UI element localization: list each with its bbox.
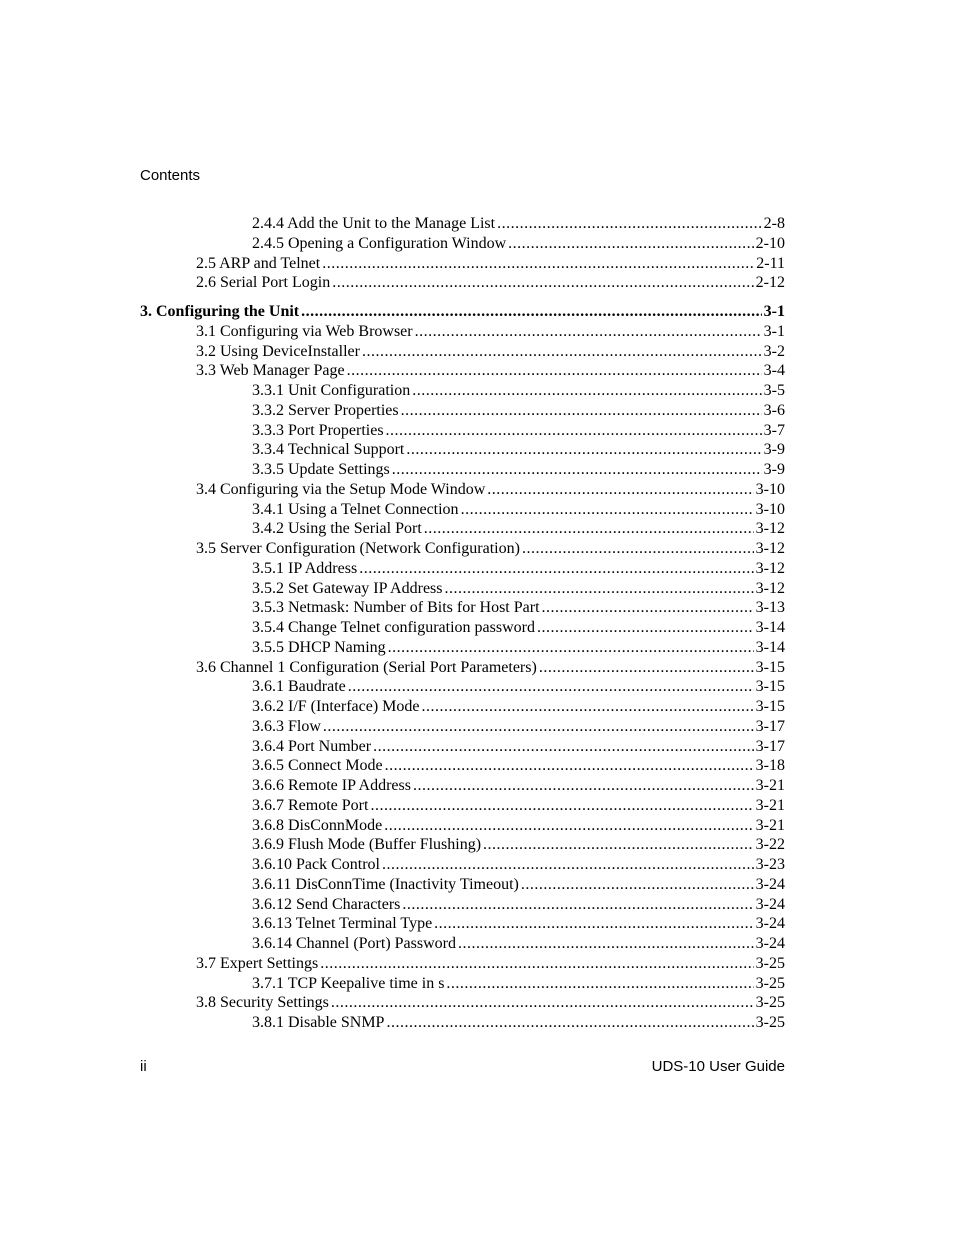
toc-entry[interactable] bbox=[140, 500, 785, 520]
toc-entry-page: 3-21 bbox=[755, 816, 785, 834]
toc-entry-page: 2-11 bbox=[756, 254, 785, 272]
toc-entry[interactable] bbox=[140, 855, 785, 875]
toc-dot-leader bbox=[521, 875, 754, 895]
toc-entry-title: 2.6 Serial Port Login bbox=[196, 274, 331, 292]
toc-entry-title: 3.7.1 TCP Keepalive time in s bbox=[252, 974, 445, 992]
table-of-contents bbox=[140, 214, 785, 1033]
toc-entry-title: 3.6.1 Baudrate bbox=[252, 678, 346, 696]
toc-dot-leader bbox=[446, 974, 753, 994]
toc-entry-page: 3-1 bbox=[763, 303, 785, 320]
toc-dot-leader bbox=[422, 697, 754, 717]
toc-dot-leader bbox=[382, 855, 754, 875]
toc-entry-title: 2.4.4 Add the Unit to the Manage List bbox=[252, 215, 496, 232]
toc-entry[interactable] bbox=[140, 677, 785, 697]
toc-dot-leader bbox=[406, 440, 761, 460]
toc-entry-page: 3-15 bbox=[755, 678, 785, 696]
toc-entry-title: 3.5.5 DHCP Naming bbox=[252, 638, 386, 656]
toc-entry[interactable] bbox=[140, 974, 785, 994]
toc-entry-title: 3.5.2 Set Gateway IP Address bbox=[252, 579, 443, 597]
toc-entry-title: 3.4 Configuring via the Setup Mode Window bbox=[196, 480, 486, 498]
toc-entry-title: 3.5.1 IP Address bbox=[252, 559, 358, 577]
toc-dot-leader bbox=[386, 1013, 753, 1033]
toc-entry-title: 3.6.11 DisConnTime (Inactivity Timeout) bbox=[252, 875, 519, 893]
toc-entry-page: 3-10 bbox=[755, 500, 785, 518]
toc-dot-leader bbox=[461, 500, 754, 520]
toc-entry-title: 3.6.6 Remote IP Address bbox=[252, 777, 411, 794]
toc-entry[interactable] bbox=[140, 234, 785, 254]
toc-entry[interactable] bbox=[140, 322, 785, 342]
toc-entry-page: 3-25 bbox=[755, 954, 785, 972]
toc-dot-leader bbox=[402, 895, 753, 915]
toc-dot-leader bbox=[412, 381, 761, 401]
toc-entry-page: 3-25 bbox=[755, 1014, 785, 1031]
toc-entry[interactable] bbox=[140, 993, 785, 1013]
toc-entry[interactable] bbox=[140, 440, 785, 460]
toc-entry[interactable] bbox=[140, 460, 785, 480]
toc-dot-leader bbox=[458, 934, 754, 954]
toc-entry-page: 3-15 bbox=[755, 658, 785, 676]
toc-entry-title: 3.6.13 Telnet Terminal Type bbox=[252, 915, 433, 933]
toc-entry[interactable] bbox=[140, 214, 785, 234]
toc-entry[interactable] bbox=[140, 381, 785, 401]
toc-dot-leader bbox=[347, 361, 762, 381]
toc-entry-page: 3-15 bbox=[755, 698, 785, 715]
toc-entry[interactable] bbox=[140, 658, 785, 678]
toc-entry[interactable] bbox=[140, 539, 785, 559]
toc-entry[interactable] bbox=[140, 421, 785, 441]
toc-entry[interactable] bbox=[140, 875, 785, 895]
toc-dot-leader bbox=[542, 598, 754, 618]
toc-entry[interactable] bbox=[140, 835, 785, 855]
toc-entry-title: 3.3.2 Server Properties bbox=[252, 401, 399, 419]
toc-dot-leader bbox=[445, 579, 754, 599]
toc-entry-title: 3.5.4 Change Telnet configuration password bbox=[252, 619, 535, 636]
toc-dot-leader bbox=[359, 559, 753, 579]
toc-entry-title: 3.6.8 DisConnMode bbox=[252, 816, 383, 834]
toc-entry-page: 3-24 bbox=[755, 935, 785, 952]
page-number: ii bbox=[140, 1058, 147, 1075]
toc-entry-title: 3.6.7 Remote Port bbox=[252, 796, 369, 814]
toc-entry[interactable] bbox=[140, 697, 785, 717]
running-footer bbox=[140, 1058, 785, 1075]
toc-entry-page: 3-14 bbox=[755, 619, 785, 636]
toc-dot-leader bbox=[332, 273, 753, 293]
document-title: UDS-10 User Guide bbox=[651, 1058, 785, 1075]
toc-entry-page: 3-25 bbox=[755, 994, 785, 1012]
toc-dot-leader bbox=[331, 993, 754, 1013]
toc-entry-page: 3-22 bbox=[755, 836, 785, 854]
toc-dot-leader bbox=[434, 914, 754, 934]
toc-entry[interactable] bbox=[140, 1013, 785, 1033]
toc-entry-page: 3-2 bbox=[763, 342, 785, 360]
toc-entry[interactable] bbox=[140, 934, 785, 954]
toc-dot-leader bbox=[392, 460, 762, 480]
toc-entry-page: 3-17 bbox=[755, 717, 785, 735]
toc-entry-title: 2.5 ARP and Telnet bbox=[196, 254, 321, 272]
toc-entry[interactable] bbox=[140, 638, 785, 658]
toc-entry-title: 3.4.2 Using the Serial Port bbox=[252, 520, 422, 538]
toc-entry[interactable] bbox=[140, 737, 785, 757]
toc-entry-page: 3-6 bbox=[763, 401, 785, 419]
toc-entry-title: 3.3 Web Manager Page bbox=[196, 362, 345, 380]
toc-entry[interactable] bbox=[140, 954, 785, 974]
toc-entry-title: 3.8.1 Disable SNMP bbox=[252, 1014, 385, 1031]
toc-entry-title: 3.1 Configuring via Web Browser bbox=[196, 322, 413, 340]
toc-entry-title: 2.4.5 Opening a Configuration Window bbox=[252, 234, 507, 252]
toc-entry[interactable] bbox=[140, 254, 785, 274]
toc-entry-page: 3-13 bbox=[755, 599, 785, 617]
toc-entry-title: 3.6.2 I/F (Interface) Mode bbox=[252, 698, 420, 715]
toc-dot-leader bbox=[401, 401, 762, 421]
toc-entry-page: 3-24 bbox=[755, 915, 785, 933]
toc-entry[interactable] bbox=[140, 914, 785, 934]
toc-dot-leader bbox=[322, 254, 754, 274]
toc-entry[interactable] bbox=[140, 302, 785, 322]
toc-dot-leader bbox=[385, 756, 754, 776]
toc-entry-page: 3-12 bbox=[755, 559, 785, 577]
toc-entry-title: 3. Configuring the Unit bbox=[140, 303, 300, 320]
toc-entry-page: 3-4 bbox=[763, 362, 785, 380]
toc-entry-title: 3.5 Server Configuration (Network Configuration) bbox=[196, 540, 520, 557]
toc-entry-page: 3-1 bbox=[763, 322, 785, 340]
toc-dot-leader bbox=[424, 519, 754, 539]
toc-dot-leader bbox=[320, 954, 753, 974]
toc-dot-leader bbox=[497, 214, 762, 234]
toc-entry-title: 3.6.14 Channel (Port) Password bbox=[252, 935, 456, 952]
toc-entry-page: 2-12 bbox=[755, 274, 785, 292]
toc-entry-title: 3.6.5 Connect Mode bbox=[252, 757, 383, 775]
toc-entry-title: 3.3.5 Update Settings bbox=[252, 461, 390, 478]
toc-entry[interactable] bbox=[140, 618, 785, 638]
toc-dot-leader bbox=[373, 737, 754, 757]
toc-entry-title: 3.3.1 Unit Configuration bbox=[252, 382, 411, 399]
toc-entry-page: 3-18 bbox=[755, 757, 785, 775]
toc-dot-leader bbox=[413, 776, 754, 796]
toc-dot-leader bbox=[415, 322, 762, 342]
toc-entry-page: 3-24 bbox=[755, 875, 785, 893]
toc-entry-title: 3.7 Expert Settings bbox=[196, 954, 319, 972]
toc-dot-leader bbox=[301, 302, 762, 322]
toc-entry-page: 3-21 bbox=[755, 777, 785, 794]
toc-entry[interactable] bbox=[140, 756, 785, 776]
running-header: Contents bbox=[140, 167, 201, 184]
toc-entry-page: 3-12 bbox=[755, 540, 785, 557]
toc-entry-title: 3.6.9 Flush Mode (Buffer Flushing) bbox=[252, 836, 482, 854]
toc-entry[interactable] bbox=[140, 776, 785, 796]
toc-entry-title: 3.6.4 Port Number bbox=[252, 737, 372, 755]
toc-entry-page: 3-9 bbox=[763, 461, 785, 478]
toc-entry[interactable] bbox=[140, 895, 785, 915]
toc-entry-page: 3-5 bbox=[763, 382, 785, 399]
toc-entry-page: 3-24 bbox=[755, 895, 785, 913]
toc-entry-page: 3-12 bbox=[755, 520, 785, 538]
toc-dot-leader bbox=[386, 421, 762, 441]
toc-entry-title: 3.2 Using DeviceInstaller bbox=[196, 342, 360, 360]
toc-entry-title: 3.8 Security Settings bbox=[196, 994, 329, 1012]
toc-entry-page: 3-25 bbox=[755, 974, 785, 992]
toc-entry-page: 3-9 bbox=[763, 441, 785, 459]
toc-entry-page: 3-10 bbox=[755, 480, 785, 498]
toc-entry-page: 3-7 bbox=[763, 421, 785, 439]
toc-entry-page: 3-14 bbox=[755, 638, 785, 656]
toc-entry[interactable] bbox=[140, 519, 785, 539]
toc-entry[interactable] bbox=[140, 401, 785, 421]
toc-dot-leader bbox=[384, 816, 753, 836]
toc-dot-leader bbox=[537, 618, 754, 638]
toc-entry[interactable] bbox=[140, 816, 785, 836]
toc-entry-page: 3-23 bbox=[755, 856, 785, 873]
toc-entry[interactable] bbox=[140, 579, 785, 599]
toc-entry-title: 3.6.3 Flow bbox=[252, 717, 321, 735]
toc-entry-title: 3.4.1 Using a Telnet Connection bbox=[252, 500, 459, 518]
toc-entry-title: 3.5.3 Netmask: Number of Bits for Host Part bbox=[252, 599, 540, 617]
toc-entry-title: 3.3.3 Port Properties bbox=[252, 421, 384, 439]
toc-entry[interactable] bbox=[140, 480, 785, 500]
toc-entry-title: 3.6 Channel 1 Configuration (Serial Port Parameters) bbox=[196, 658, 537, 676]
toc-entry[interactable] bbox=[140, 598, 785, 618]
toc-dot-leader bbox=[483, 835, 754, 855]
toc-entry[interactable] bbox=[140, 717, 785, 737]
toc-entry[interactable] bbox=[140, 273, 785, 293]
toc-entry-page: 2-8 bbox=[763, 215, 785, 232]
toc-entry-title: 3.3.4 Technical Support bbox=[252, 441, 405, 459]
toc-entry-title: 3.6.10 Pack Control bbox=[252, 856, 380, 873]
toc-dot-leader bbox=[508, 234, 754, 254]
toc-dot-leader bbox=[522, 539, 754, 559]
toc-dot-leader bbox=[370, 796, 753, 816]
toc-entry-page: 3-12 bbox=[755, 579, 785, 597]
toc-entry[interactable] bbox=[140, 796, 785, 816]
toc-dot-leader bbox=[323, 717, 754, 737]
toc-entry-page: 2-10 bbox=[755, 234, 785, 252]
toc-entry-page: 3-17 bbox=[755, 737, 785, 755]
toc-dot-leader bbox=[539, 658, 754, 678]
toc-entry[interactable] bbox=[140, 342, 785, 362]
toc-dot-leader bbox=[362, 342, 762, 362]
toc-entry-title: 3.6.12 Send Characters bbox=[252, 895, 401, 913]
toc-entry-page: 3-21 bbox=[755, 796, 785, 814]
toc-entry[interactable] bbox=[140, 559, 785, 579]
toc-dot-leader bbox=[348, 677, 754, 697]
toc-dot-leader bbox=[487, 480, 753, 500]
toc-entry[interactable] bbox=[140, 361, 785, 381]
toc-dot-leader bbox=[388, 638, 754, 658]
